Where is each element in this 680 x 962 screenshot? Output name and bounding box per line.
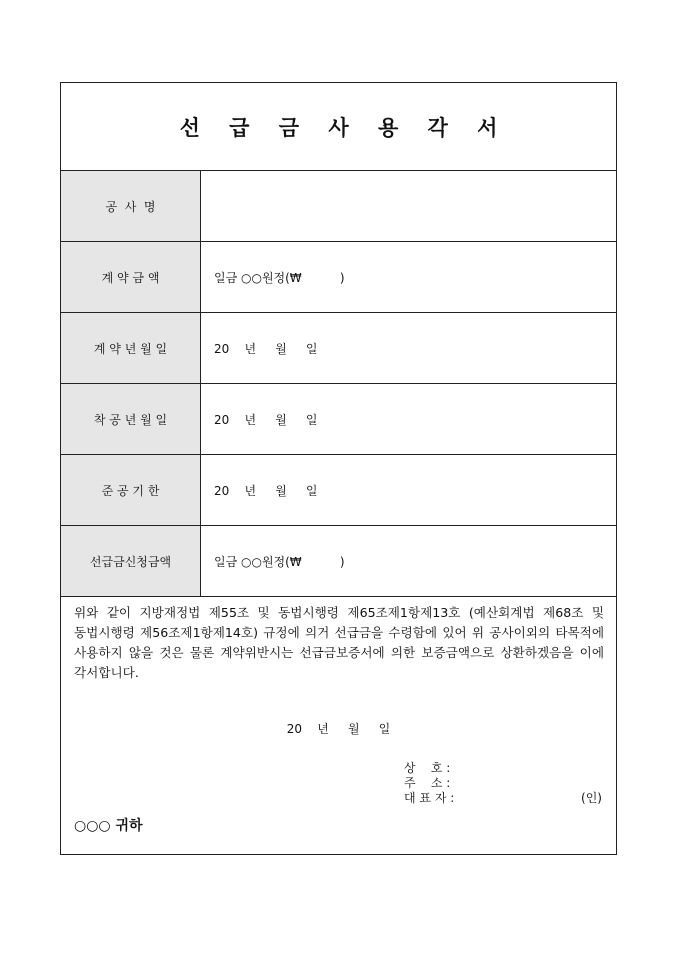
row-label: 공 사 명	[61, 171, 201, 241]
address-line	[404, 776, 602, 791]
signature-block	[404, 761, 602, 806]
row-start-date	[61, 384, 616, 455]
row-label: 착 공 년 월 일	[61, 384, 201, 454]
sign-date: 20 년 월 일	[286, 722, 391, 736]
row-contract-date	[61, 313, 616, 384]
trade-name-line	[404, 761, 602, 776]
row-value[interactable]: 일금 ○○원정(₩ )	[214, 554, 345, 569]
row-label: 선급금신청금액	[61, 526, 201, 596]
row-value[interactable]: 일금 ○○원정(₩ )	[214, 270, 345, 285]
pledge-form	[60, 82, 617, 855]
row-project-name	[61, 171, 616, 242]
form-title: 선 급 금 사 용 각 서	[179, 114, 509, 140]
pledge-statement: 위와 같이 지방재정법 제55조 및 동법시행령 제65조제1항제13호 (예산회계법 제68조 및 동법시행령 제56조제1항제14호) 규정에 의거 선급금을 수령함에 있어 위 공사이외의 타목적에 사용하지 않을 것은 물론 계약위반시는 선급금보증서에 의한 보증금액으로 상환하겠음을 이에 각서합니다.	[74, 605, 604, 680]
row-label: 계 약 년 월 일	[61, 313, 201, 383]
address-label: 주 소 :	[404, 776, 451, 790]
representative-line	[404, 791, 602, 806]
row-value[interactable]: 20 년 월 일	[214, 412, 318, 427]
row-label: 계 약 금 액	[61, 242, 201, 312]
trade-name-label: 상 호 :	[404, 761, 451, 775]
row-value[interactable]: 20 년 월 일	[214, 483, 318, 498]
addressee: ○○○ 귀하	[74, 818, 143, 834]
title-row	[61, 83, 616, 171]
row-contract-amount	[61, 242, 616, 313]
row-label: 준 공 기 한	[61, 455, 201, 525]
row-value[interactable]	[201, 171, 616, 241]
row-advance-request-amount	[61, 526, 616, 597]
representative-label: 대 표 자 :	[404, 791, 455, 805]
row-completion-deadline	[61, 455, 616, 526]
row-value[interactable]: 20 년 월 일	[214, 341, 318, 356]
seal-mark: (인)	[581, 791, 602, 805]
